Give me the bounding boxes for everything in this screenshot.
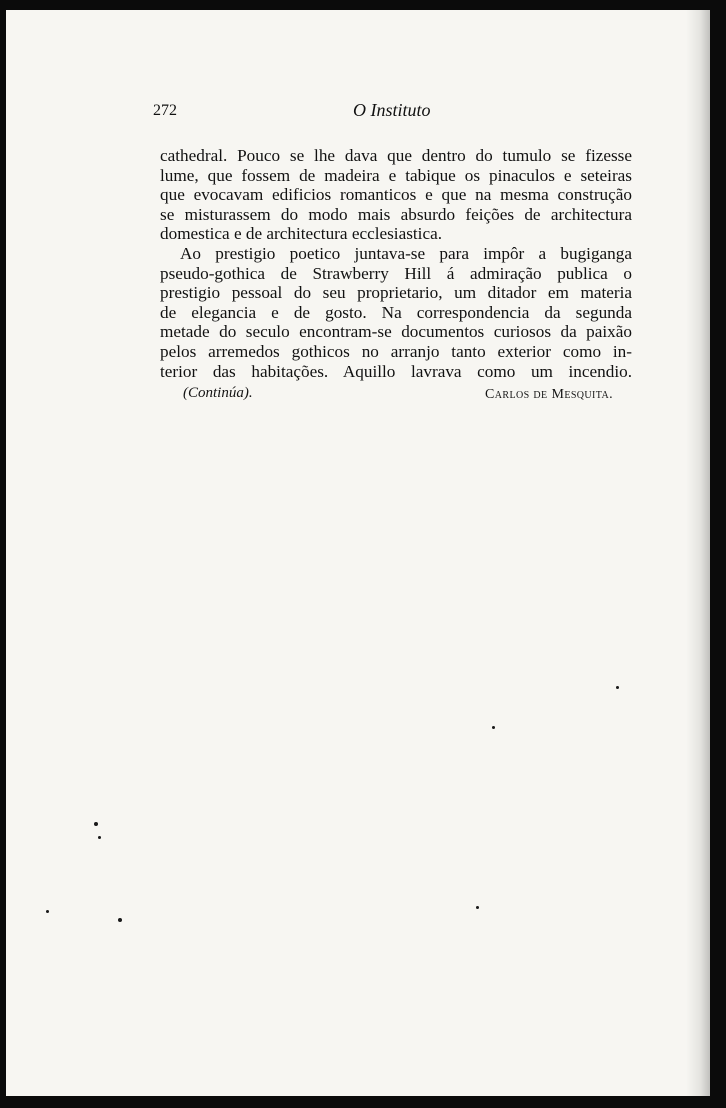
text-line: se misturassem do modo mais absurdo feições de architectura [160, 204, 632, 224]
scan-speck [98, 836, 101, 839]
text-line: que evocavam edificios romanticos e que na mesma construção [160, 185, 632, 205]
running-head [153, 100, 613, 124]
scan-speck [492, 726, 495, 729]
text-line: metade do seculo encontram-se documentos curiosos da paixão [160, 322, 632, 342]
document-page [6, 10, 710, 1096]
text-line: domestica e de architectura ecclesiastica. [160, 224, 442, 244]
body-text [160, 146, 632, 381]
paragraph-2 [160, 244, 632, 381]
paragraph-1 [160, 146, 632, 244]
scan-speck [94, 822, 98, 826]
text-line: prestigio pessoal do seu proprietario, um ditador em materia [160, 283, 632, 303]
signature-row [183, 385, 613, 407]
text-line: cathedral. Pouco se lhe dava que dentro do tumulo se fizesse [160, 146, 632, 165]
text-line: terior das habitações. Aquillo lavrava como um incendio. [160, 361, 632, 381]
scan-speck [46, 910, 49, 913]
author-signature: Carlos de Mesquita. [485, 387, 613, 402]
page-number: 272 [153, 102, 177, 119]
scan-speck [476, 906, 479, 909]
text-line: Ao prestigio poetico juntava-se para impôr a bugiganga [180, 243, 632, 263]
text-line: pseudo-gothica de Strawberry Hill á admiração publica o [160, 263, 632, 283]
running-title: O Instituto [353, 100, 431, 120]
text-line: de elegancia e de gosto. Na correspondencia da segunda [160, 302, 632, 322]
text-line: lume, que fossem de madeira e tabique os pinaculos e seteiras [160, 165, 632, 185]
text-line: pelos arremedos gothicos no arranjo tanto exterior como in- [160, 341, 632, 361]
scan-speck [118, 918, 122, 922]
scan-speck [616, 686, 619, 689]
continuation-note: (Continúa). [183, 385, 253, 401]
